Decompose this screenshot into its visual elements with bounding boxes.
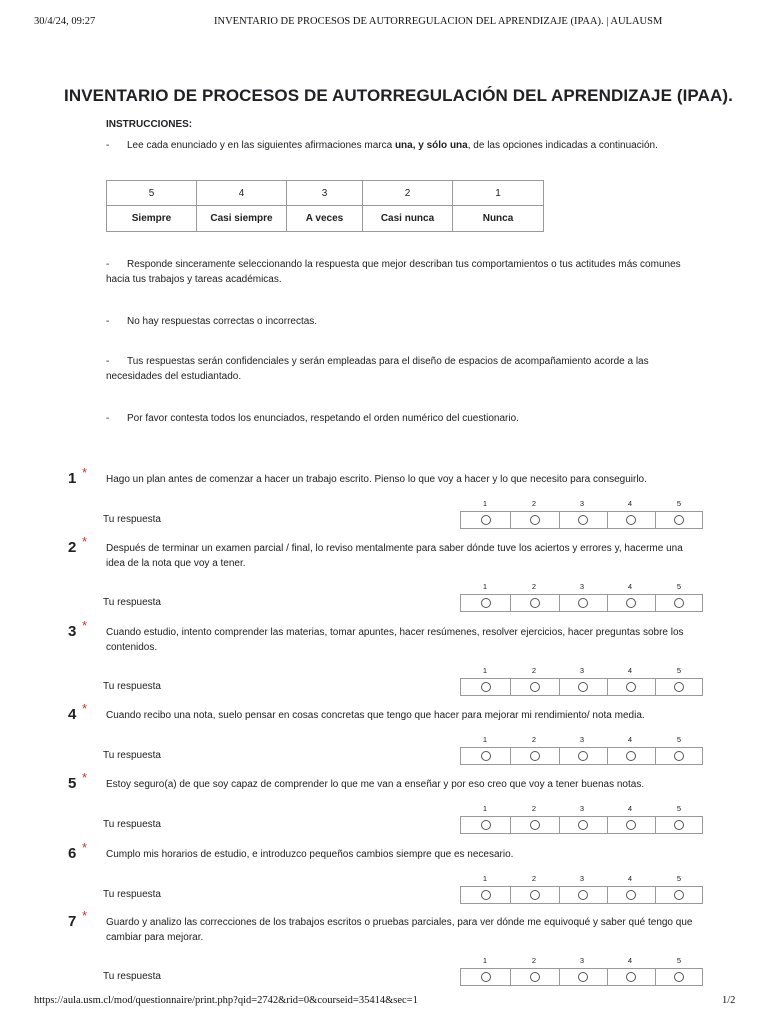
scale-number: 3	[579, 956, 585, 965]
scale-numbers	[460, 956, 703, 966]
instruction-text: Tus respuestas serán confidenciales y serán empleadas para el diseño de espacios de acompañamiento acorde a las necesidades del estudiantado.	[106, 356, 649, 382]
print-footer-url: https://aula.usm.cl/mod/questionnaire/print.php?qid=2742&rid=0&courseid=35414&sec=1	[34, 995, 418, 1006]
radio-option-1[interactable]	[481, 515, 491, 525]
radio-option-1[interactable]	[481, 751, 491, 761]
question-number: 3	[68, 623, 77, 640]
instruction-bullet-1	[106, 138, 696, 153]
radio-option-4[interactable]	[626, 598, 636, 608]
scale-numbers	[460, 735, 703, 745]
radio-option-4[interactable]	[626, 890, 636, 900]
radio-group	[460, 968, 703, 986]
radio-cell	[559, 817, 608, 833]
scale-number: 4	[627, 666, 633, 675]
instruction-text: No hay respuestas correctas o incorrectas.	[127, 316, 318, 327]
radio-group	[460, 747, 703, 765]
radio-option-3[interactable]	[578, 598, 588, 608]
radio-cell	[461, 679, 511, 695]
scale-value: 2	[363, 181, 453, 206]
radio-option-4[interactable]	[626, 820, 636, 830]
scale-number: 1	[482, 499, 488, 508]
scale-number: 2	[531, 956, 537, 965]
radio-group	[460, 886, 703, 904]
radio-option-5[interactable]	[674, 820, 684, 830]
scale-table	[106, 180, 544, 232]
scale-number: 3	[579, 582, 585, 591]
bullet-dash: -	[106, 413, 110, 424]
print-header-title: INVENTARIO DE PROCESOS DE AUTORREGULACION DEL APRENDIZAJE (IPAA). | AULAUSM	[214, 16, 663, 27]
radio-cell	[655, 679, 702, 695]
page-number: 1/2	[722, 995, 736, 1006]
answer-label: Tu respuesta	[103, 597, 161, 608]
instruction-bullet-4	[106, 354, 696, 384]
radio-option-4[interactable]	[626, 972, 636, 982]
radio-cell	[607, 748, 656, 764]
scale-numbers	[460, 804, 703, 814]
radio-option-4[interactable]	[626, 751, 636, 761]
radio-group	[460, 678, 703, 696]
radio-option-5[interactable]	[674, 598, 684, 608]
radio-cell	[655, 887, 702, 903]
radio-cell	[559, 679, 608, 695]
instruction-text: Por favor contesta todos los enunciados, respetando el orden numérico del cuestionario.	[127, 413, 519, 424]
bullet-dash: -	[106, 140, 110, 151]
required-asterisk: *	[82, 840, 88, 855]
scale-label: Siempre	[107, 206, 197, 232]
radio-cell	[607, 595, 656, 611]
scale-number: 5	[676, 874, 682, 883]
radio-option-1[interactable]	[481, 598, 491, 608]
question-number: 2	[68, 539, 77, 556]
radio-cell	[607, 887, 656, 903]
scale-number: 1	[482, 874, 488, 883]
radio-cell	[461, 887, 511, 903]
radio-option-5[interactable]	[674, 515, 684, 525]
scale-number: 2	[531, 874, 537, 883]
scale-number: 4	[627, 735, 633, 744]
question-number: 5	[68, 775, 77, 792]
scale-value: 1	[453, 181, 544, 206]
radio-cell	[559, 969, 608, 985]
scale-number: 4	[627, 804, 633, 813]
radio-cell	[510, 969, 560, 985]
scale-number: 2	[531, 804, 537, 813]
question-number: 4	[68, 706, 77, 723]
answer-label: Tu respuesta	[103, 681, 161, 692]
scale-number: 3	[579, 666, 585, 675]
required-asterisk: *	[82, 908, 88, 923]
scale-number: 3	[579, 804, 585, 813]
scale-number: 1	[482, 735, 488, 744]
radio-option-2[interactable]	[530, 515, 540, 525]
scale-number: 1	[482, 666, 488, 675]
radio-option-5[interactable]	[674, 751, 684, 761]
required-asterisk: *	[82, 534, 88, 549]
scale-number: 4	[627, 956, 633, 965]
radio-cell	[510, 817, 560, 833]
scale-value: 5	[107, 181, 197, 206]
scale-number: 5	[676, 666, 682, 675]
question-number: 7	[68, 913, 77, 930]
radio-option-2[interactable]	[530, 751, 540, 761]
instruction-bullet-2	[106, 257, 696, 287]
scale-number: 5	[676, 735, 682, 744]
answer-label: Tu respuesta	[103, 750, 161, 761]
scale-label: Casi nunca	[363, 206, 453, 232]
scale-number: 4	[627, 874, 633, 883]
radio-cell	[607, 817, 656, 833]
answer-label: Tu respuesta	[103, 514, 161, 525]
scale-value: 3	[287, 181, 363, 206]
radio-cell	[655, 748, 702, 764]
radio-option-3[interactable]	[578, 682, 588, 692]
radio-option-1[interactable]	[481, 820, 491, 830]
scale-number: 2	[531, 582, 537, 591]
bullet-dash: -	[106, 316, 110, 327]
scale-numbers	[460, 874, 703, 884]
required-asterisk: *	[82, 618, 88, 633]
radio-option-2[interactable]	[530, 598, 540, 608]
radio-cell	[559, 887, 608, 903]
radio-option-3[interactable]	[578, 890, 588, 900]
radio-cell	[655, 595, 702, 611]
radio-option-1[interactable]	[481, 682, 491, 692]
instruction-text: Responde sinceramente seleccionando la respuesta que mejor describan tus comportamientos o tus actitudes más comunes hacia tus trabajos y tareas académicas.	[106, 259, 681, 285]
question-text: Después de terminar un examen parcial / final, lo reviso mentalmente para saber dónde tuve los aciertos y errores y, hacerme una idea de la nota que voy a tener.	[106, 543, 683, 569]
radio-option-5[interactable]	[674, 682, 684, 692]
question-text: Guardo y analizo las correcciones de los trabajos escritos o pruebas parciales, para ver dónde me equivoqué y saber qué tengo que cambiar para mejorar.	[106, 917, 693, 943]
radio-cell	[461, 748, 511, 764]
scale-numbers	[460, 582, 703, 592]
instruction-bold: una, y sólo una	[394, 140, 468, 151]
radio-option-2[interactable]	[530, 682, 540, 692]
radio-option-2[interactable]	[530, 890, 540, 900]
radio-option-5[interactable]	[674, 890, 684, 900]
radio-cell	[655, 969, 702, 985]
radio-cell	[510, 887, 560, 903]
required-asterisk: *	[82, 701, 88, 716]
required-asterisk: *	[82, 770, 88, 785]
radio-cell	[461, 969, 511, 985]
scale-numbers	[460, 499, 703, 509]
radio-option-3[interactable]	[578, 820, 588, 830]
question-number: 6	[68, 845, 77, 862]
scale-number: 5	[676, 499, 682, 508]
radio-cell	[655, 817, 702, 833]
radio-option-2[interactable]	[530, 820, 540, 830]
scale-number: 4	[627, 499, 633, 508]
radio-group	[460, 594, 703, 612]
scale-values-row	[107, 181, 544, 206]
radio-option-2[interactable]	[530, 972, 540, 982]
instructions-label: INSTRUCCIONES:	[106, 119, 193, 130]
scale-label: A veces	[287, 206, 363, 232]
scale-number: 1	[482, 582, 488, 591]
question-text: Cuando estudio, intento comprender las materias, tomar apuntes, hacer resúmenes, resolver ejercicios, hacer preguntas sobre los contenidos.	[106, 627, 684, 653]
scale-number: 5	[676, 956, 682, 965]
bullet-dash: -	[106, 259, 110, 270]
scale-number: 3	[579, 735, 585, 744]
radio-cell	[510, 679, 560, 695]
radio-cell	[655, 512, 702, 528]
scale-number: 3	[579, 874, 585, 883]
radio-option-1[interactable]	[481, 890, 491, 900]
radio-cell	[510, 512, 560, 528]
scale-number: 3	[579, 499, 585, 508]
radio-option-5[interactable]	[674, 972, 684, 982]
question-text: Cuando recibo una nota, suelo pensar en cosas concretas que tengo que hacer para mejorar mi rendimiento/ nota media.	[106, 710, 645, 721]
radio-option-4[interactable]	[626, 515, 636, 525]
radio-option-3[interactable]	[578, 972, 588, 982]
radio-cell	[559, 748, 608, 764]
answer-label: Tu respuesta	[103, 889, 161, 900]
scale-label: Casi siempre	[197, 206, 287, 232]
radio-option-3[interactable]	[578, 515, 588, 525]
question-number: 1	[68, 470, 77, 487]
scale-number: 1	[482, 956, 488, 965]
radio-option-1[interactable]	[481, 972, 491, 982]
radio-cell	[559, 595, 608, 611]
scale-number: 2	[531, 735, 537, 744]
scale-number: 2	[531, 499, 537, 508]
page-title: INVENTARIO DE PROCESOS DE AUTORREGULACIÓN DEL APRENDIZAJE (IPAA).	[64, 86, 733, 105]
radio-cell	[510, 595, 560, 611]
question-text: Cumplo mis horarios de estudio, e introduzco pequeños cambios siempre que es necesario.	[106, 849, 514, 860]
question-text: Hago un plan antes de comenzar a hacer un trabajo escrito. Pienso lo que voy a hacer y lo que necesito para conseguirlo.	[106, 474, 647, 485]
scale-numbers	[460, 666, 703, 676]
scale-number: 2	[531, 666, 537, 675]
required-asterisk: *	[82, 465, 88, 480]
radio-cell	[461, 512, 511, 528]
radio-cell	[607, 969, 656, 985]
instruction-text-end: , de las opciones indicadas a continuación.	[467, 140, 658, 151]
radio-cell	[461, 595, 511, 611]
scale-number: 5	[676, 804, 682, 813]
scale-number: 1	[482, 804, 488, 813]
answer-label: Tu respuesta	[103, 971, 161, 982]
scale-label: Nunca	[453, 206, 544, 232]
radio-cell	[559, 512, 608, 528]
bullet-dash: -	[106, 356, 110, 367]
instruction-bullet-5	[106, 411, 696, 426]
question-text: Estoy seguro(a) de que soy capaz de comprender lo que me van a enseñar y por eso creo que voy a tener buenas notas.	[106, 779, 645, 790]
radio-cell	[607, 512, 656, 528]
radio-option-4[interactable]	[626, 682, 636, 692]
instruction-text: Lee cada enunciado y en las siguientes afirmaciones marca	[127, 140, 395, 151]
radio-cell	[461, 817, 511, 833]
scale-labels-row	[107, 206, 544, 232]
scale-number: 4	[627, 582, 633, 591]
radio-cell	[510, 748, 560, 764]
radio-cell	[607, 679, 656, 695]
scale-value: 4	[197, 181, 287, 206]
radio-group	[460, 511, 703, 529]
radio-option-3[interactable]	[578, 751, 588, 761]
scale-number: 5	[676, 582, 682, 591]
instruction-bullet-3	[106, 314, 696, 329]
radio-group	[460, 816, 703, 834]
answer-label: Tu respuesta	[103, 819, 161, 830]
print-date: 30/4/24, 09:27	[34, 16, 96, 27]
